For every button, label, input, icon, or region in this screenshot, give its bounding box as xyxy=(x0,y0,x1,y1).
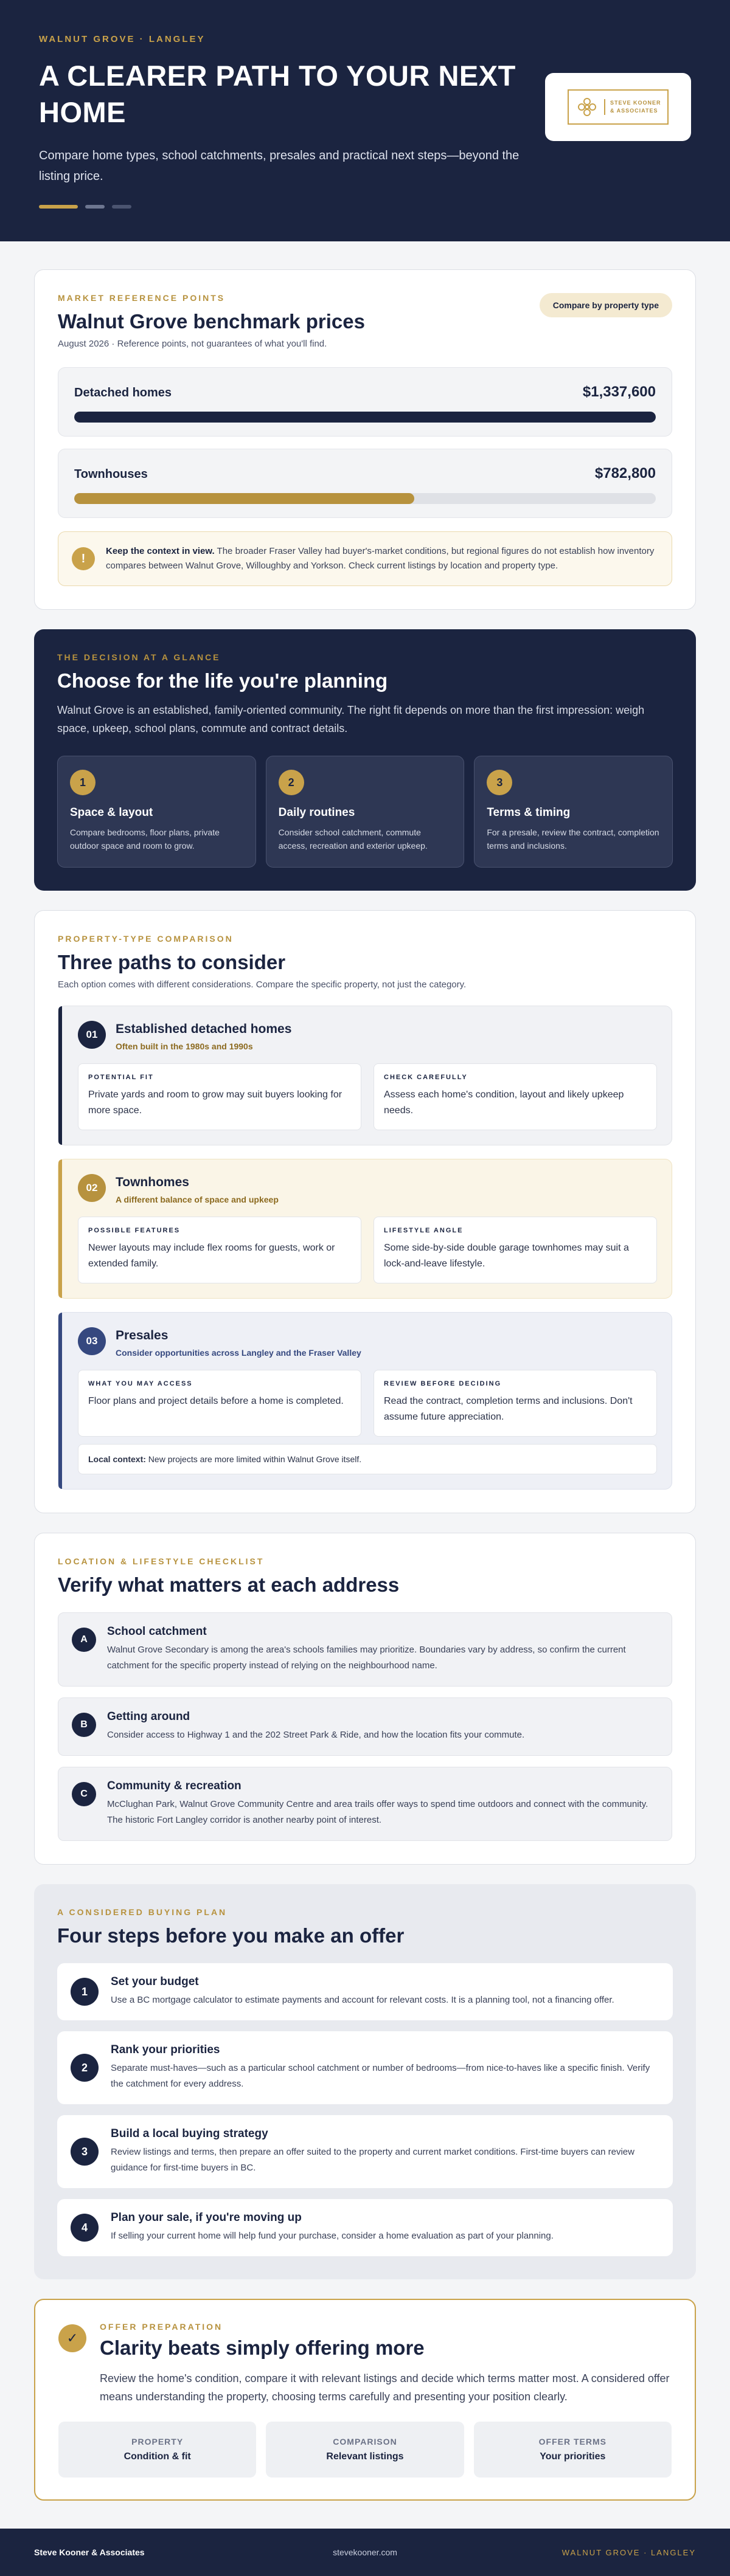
context-note-body: The broader Fraser Valley had buyer's-market conditions, but regional figures do not establish how inventory compares between Walnut Grove, Willoughby and Yorkson. Check current listings by location and property type. xyxy=(106,546,655,571)
price-label: Detached homes xyxy=(74,386,172,400)
offer-tile-value: Relevant listings xyxy=(326,2451,404,2462)
decision-tile xyxy=(57,756,256,868)
checklist-section xyxy=(34,1533,696,1865)
paths-title: Three paths to consider xyxy=(58,951,286,974)
detail-value: Assess each home's condition, layout and likely upkeep needs. xyxy=(384,1089,624,1116)
offer-text: Review the home's condition, compare it with relevant listings and decide which terms matter most. A considered offer means understanding the property, choosing terms carefully and presenting your position clearly. xyxy=(100,2372,670,2403)
detail-value: Private yards and room to grow may suit buyers looking for more space. xyxy=(88,1089,342,1116)
step-number: 1 xyxy=(71,1978,99,2006)
path-accent-bar xyxy=(58,1313,62,1489)
checklist-letter: A xyxy=(72,1628,96,1652)
detail-key: LIFESTYLE ANGLE xyxy=(384,1227,464,1235)
page-footer xyxy=(0,2529,730,2576)
path-detail-box xyxy=(78,1370,361,1437)
hero-accent-bars xyxy=(39,205,691,209)
decision-section xyxy=(34,629,696,891)
path-accent-bar xyxy=(58,1006,62,1145)
plan-step xyxy=(57,2115,673,2188)
hero-banner xyxy=(0,0,730,241)
decision-kicker: THE DECISION AT A GLANCE xyxy=(57,652,221,663)
plan-step xyxy=(57,2031,673,2104)
local-context-note xyxy=(78,1444,657,1474)
decision-subtitle: Walnut Grove is an established, family-oriented community. The right fit depends on more than the first impression: weigh space, upkeep, school plans, commute and contract details. xyxy=(57,704,645,735)
price-row-townhouse xyxy=(58,449,672,518)
logo-emblem-icon xyxy=(575,95,599,119)
offer-tile-key: COMPARISON xyxy=(333,2437,397,2447)
path-title: Established detached homes xyxy=(116,1022,292,1037)
paths-kicker: PROPERTY-TYPE COMPARISON xyxy=(58,934,234,944)
detail-value: Floor plans and project details before a home is completed. xyxy=(88,1396,344,1407)
tile-title: Daily routines xyxy=(278,806,355,820)
path-title: Presales xyxy=(116,1328,169,1343)
checklist-kicker: LOCATION & LIFESTYLE CHECKLIST xyxy=(58,1556,265,1567)
path-presales xyxy=(58,1312,672,1490)
price-bar-fill xyxy=(74,493,414,504)
plan-step xyxy=(57,2199,673,2256)
price-bar-track xyxy=(74,412,656,423)
checklist-item-text: McClughan Park, Walnut Grove Community Centre and area trails offer ways to spend time outdoors and connect with the community. The historic Fort Langley corridor is another nearby point of interest. xyxy=(107,1799,648,1826)
offer-tile-value: Condition & fit xyxy=(123,2451,191,2462)
price-value: $782,800 xyxy=(594,465,656,482)
step-title: Plan your sale, if you're moving up xyxy=(111,2211,302,2225)
path-number: 01 xyxy=(78,1021,106,1049)
offer-preparation-section xyxy=(34,2299,696,2501)
footer-location: WALNUT GROVE · LANGLEY xyxy=(561,2547,696,2557)
checklist-item-title: Community & recreation xyxy=(107,1780,242,1793)
tile-number: 1 xyxy=(70,770,96,795)
step-text: Review listings and terms, then prepare an offer suited to the property and current market conditions. First-time buyers can review guidance for first-time buyers in BC. xyxy=(111,2147,634,2174)
tile-text: Consider school catchment, commute access, recreation and exterior upkeep. xyxy=(278,827,428,851)
hero-kicker: WALNUT GROVE · LANGLEY xyxy=(39,34,206,44)
step-text: Separate must-haves—such as a particular school catchment or number of bedrooms—from nice-to-haves like a specific finish. Verify the catchment for every address. xyxy=(111,2063,650,2090)
offer-title: Clarity beats simply offering more xyxy=(100,2336,425,2360)
checklist-item-title: School catchment xyxy=(107,1625,207,1638)
step-title: Rank your priorities xyxy=(111,2043,220,2057)
benchmark-section xyxy=(34,269,696,610)
checklist-item xyxy=(58,1612,672,1687)
detail-key: REVIEW BEFORE DECIDING xyxy=(384,1380,502,1388)
price-bar-track xyxy=(74,493,656,504)
benchmark-title: Walnut Grove benchmark prices xyxy=(58,310,365,333)
path-detail-box xyxy=(78,1063,361,1130)
context-note-text xyxy=(106,544,658,573)
detail-key: CHECK CAREFULLY xyxy=(384,1074,468,1082)
price-value: $1,337,600 xyxy=(582,384,656,401)
step-text: Use a BC mortgage calculator to estimate payments and account for relevant costs. It is a planning tool, not a financing offer. xyxy=(111,1995,614,2006)
offer-tile-key: OFFER TERMS xyxy=(538,2437,607,2447)
brand-logo-card[interactable] xyxy=(545,73,691,141)
detail-key: POTENTIAL FIT xyxy=(88,1074,154,1082)
path-detail-box xyxy=(374,1370,657,1437)
offer-tile xyxy=(474,2422,672,2478)
compare-by-type-button[interactable]: Compare by property type xyxy=(540,293,672,317)
price-row-detached xyxy=(58,367,672,437)
decision-tiles xyxy=(57,756,673,868)
detail-key: POSSIBLE FEATURES xyxy=(88,1227,181,1235)
path-detail-box xyxy=(78,1217,361,1283)
path-tag: A different balance of space and upkeep xyxy=(116,1195,279,1205)
accent-bar xyxy=(39,205,78,209)
tile-text: Compare bedrooms, floor plans, private outdoor space and room to grow. xyxy=(70,827,220,851)
path-number: 02 xyxy=(78,1174,106,1202)
offer-tile xyxy=(266,2422,464,2478)
main-content xyxy=(0,241,730,2529)
logo-text-line2: & ASSOCIATES xyxy=(610,108,658,114)
tile-text: For a presale, review the contract, completion terms and inclusions. xyxy=(487,827,659,851)
plan-kicker: A CONSIDERED BUYING PLAN xyxy=(57,1907,228,1918)
price-label: Townhouses xyxy=(74,468,148,482)
hero-subtitle: Compare home types, school catchments, presales and practical next steps—beyond the listing price. xyxy=(39,149,520,183)
checklist-item-text: Walnut Grove Secondary is among the area's schools families may prioritize. Boundaries vary by address, so confirm the current catchment for the specific property instead of relying on the neighbourhood name. xyxy=(107,1645,626,1671)
path-number: 03 xyxy=(78,1327,106,1355)
decision-tile xyxy=(474,756,673,868)
brand-logo xyxy=(568,89,669,125)
path-title: Townhomes xyxy=(116,1175,189,1190)
checklist-letter: B xyxy=(72,1713,96,1737)
benchmark-kicker: MARKET REFERENCE POINTS xyxy=(58,293,226,303)
check-icon: ✓ xyxy=(58,2324,86,2352)
checklist-item xyxy=(58,1767,672,1841)
paths-section xyxy=(34,910,696,1513)
step-title: Set your budget xyxy=(111,1975,199,1989)
offer-tile-key: PROPERTY xyxy=(131,2437,184,2447)
footer-brand: Steve Kooner & Associates xyxy=(34,2547,145,2558)
tile-title: Terms & timing xyxy=(487,806,571,820)
accent-bar xyxy=(85,205,105,209)
buying-plan-section xyxy=(34,1884,696,2279)
context-note xyxy=(58,531,672,586)
paths-subtitle: Each option comes with different considerations. Compare the specific property, not just the category. xyxy=(58,979,467,990)
step-number: 3 xyxy=(71,2138,99,2166)
decision-tile xyxy=(266,756,465,868)
step-title: Build a local buying strategy xyxy=(111,2127,268,2141)
path-detached xyxy=(58,1006,672,1145)
checklist-item-text: Consider access to Highway 1 and the 202 Street Park & Ride, and how the location fits your commute. xyxy=(107,1730,525,1741)
checklist-item xyxy=(58,1697,672,1756)
hero-title: A CLEARER PATH TO YOUR NEXT HOME xyxy=(39,60,516,128)
checklist-item-title: Getting around xyxy=(107,1710,190,1724)
local-context-label: Local context: xyxy=(88,1454,146,1465)
detail-value: Newer layouts may include flex rooms for guests, work or extended family. xyxy=(88,1243,335,1269)
tile-number: 3 xyxy=(487,770,512,795)
plan-step xyxy=(57,1963,673,2020)
alert-icon: ! xyxy=(72,547,95,570)
step-number: 4 xyxy=(71,2214,99,2242)
detail-value: Some side-by-side double garage townhomes may suit a lock-and-leave lifestyle. xyxy=(384,1243,629,1269)
offer-tiles xyxy=(58,2422,672,2478)
footer-website-link[interactable]: stevekooner.com xyxy=(333,2547,397,2558)
decision-title: Choose for the life you're planning xyxy=(57,669,388,692)
tile-number: 2 xyxy=(279,770,304,795)
path-accent-bar xyxy=(58,1159,62,1298)
path-tag: Consider opportunities across Langley and the Fraser Valley xyxy=(116,1348,361,1358)
benchmark-header xyxy=(58,293,672,351)
offer-tile xyxy=(58,2422,256,2478)
logo-text xyxy=(604,99,661,115)
context-note-bold: Keep the context in view. xyxy=(106,546,215,557)
offer-tile-value: Your priorities xyxy=(540,2451,606,2462)
local-context-text: New projects are more limited within Walnut Grove itself. xyxy=(145,1454,362,1465)
detail-value: Read the contract, completion terms and inclusions. Don't assume future appreciation. xyxy=(384,1396,633,1423)
price-bar-fill xyxy=(74,412,656,423)
detail-key: WHAT YOU MAY ACCESS xyxy=(88,1380,193,1388)
offer-kicker: OFFER PREPARATION xyxy=(100,2322,223,2332)
benchmark-subtitle: August 2026 · Reference points, not guarantees of what you'll find. xyxy=(58,339,327,350)
path-townhomes xyxy=(58,1159,672,1299)
path-detail-box xyxy=(374,1217,657,1283)
logo-text-line1: STEVE KOONER xyxy=(610,100,661,106)
path-tag: Often built in the 1980s and 1990s xyxy=(116,1041,253,1052)
step-text: If selling your current home will help fund your purchase, consider a home evaluation as part of your planning. xyxy=(111,2231,554,2242)
checklist-title: Verify what matters at each address xyxy=(58,1573,400,1597)
checklist-letter: C xyxy=(72,1782,96,1806)
plan-title: Four steps before you make an offer xyxy=(57,1924,405,1947)
step-number: 2 xyxy=(71,2054,99,2082)
accent-bar xyxy=(112,205,131,209)
path-detail-box xyxy=(374,1063,657,1130)
tile-title: Space & layout xyxy=(70,806,153,820)
